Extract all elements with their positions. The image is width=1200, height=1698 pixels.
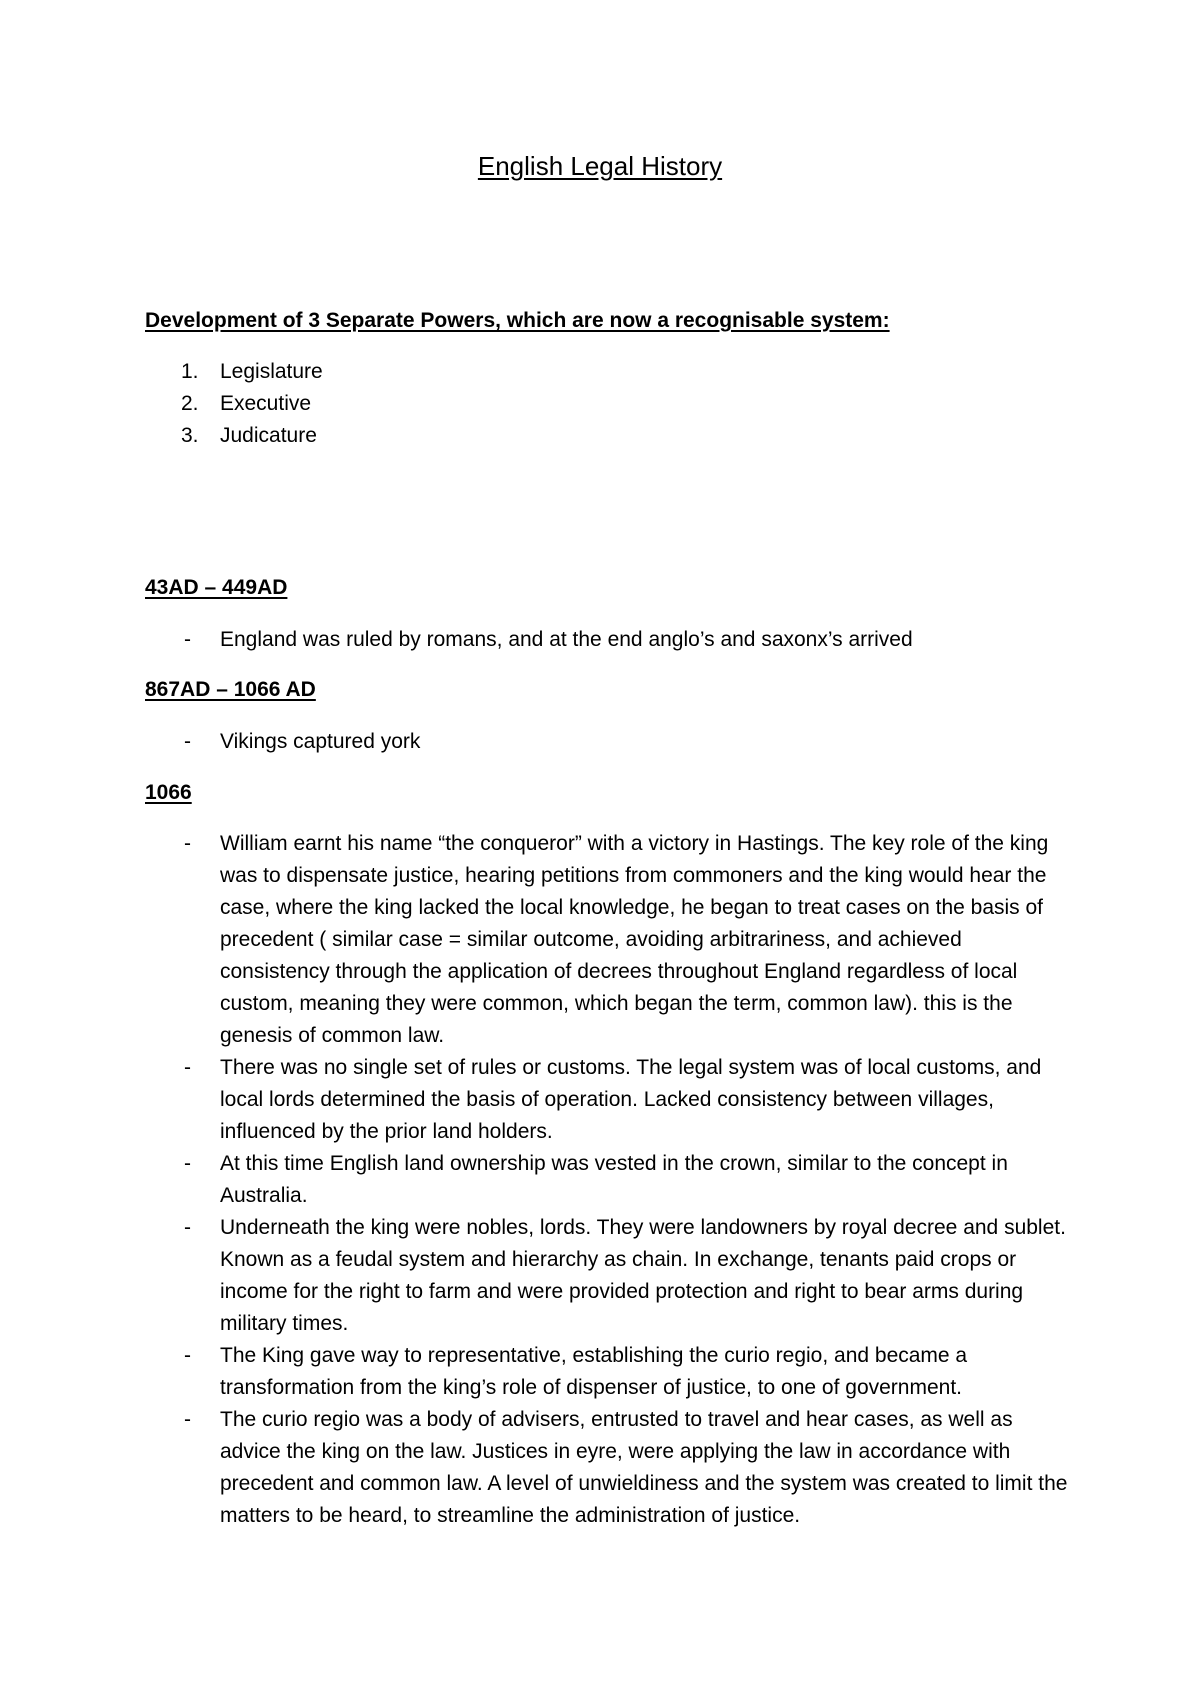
list-item [0, 828, 1075, 1052]
list-item-text: Judicature [220, 424, 317, 447]
list-item [0, 1340, 1075, 1404]
list-item-text: Underneath the king were nobles, lords. They were landowners by royal decree and sublet. Known as a feudal system and hierarchy as chain. In exchange, tenants paid crops or income for the right to farm and were provided protection and right to bear arms during military times. [220, 1216, 1066, 1335]
list-item-text: Vikings captured york [220, 730, 421, 753]
powers-list [0, 356, 323, 452]
era-list-43ad [0, 624, 1075, 656]
dash-bullet: - [184, 1152, 191, 1175]
list-item-text: The King gave way to representative, establishing the curio regio, and became a transformation from the king’s role of dispenser of justice, to one of government. [220, 1344, 968, 1399]
list-item-text: At this time English land ownership was vested in the crown, similar to the concept in Australia. [220, 1152, 1008, 1207]
list-item-text: Executive [220, 392, 312, 415]
dash-bullet: - [184, 1056, 191, 1079]
list-item [0, 1052, 1075, 1148]
list-item-text: The curio regio was a body of advisers, entrusted to travel and hear cases, as well as advice the king on the law. Justices in eyre, were applying the law in accordance with precedent and common law. A level of unwieldiness and the system was created to limit the matters to be heard, to streamline the administration of justice. [220, 1408, 1068, 1527]
list-item [0, 1148, 1075, 1212]
list-item-text: William earnt his name “the conqueror” with a victory in Hastings. The key role of the king was to dispensate justice, hearing petitions from commoners and the king would hear the case, where the king lacked the local knowledge, he began to treat cases on the basis of precedent ( similar case = similar outcome, avoiding arbitrariness, and achieved consistency through the application of decrees throughout England regardless of local custom, meaning they were common, which began the term, common law). this is the genesis of common law. [220, 832, 1049, 1047]
dash-bullet: - [184, 1408, 191, 1431]
dash-bullet: - [184, 628, 191, 651]
dash-bullet: - [184, 1344, 191, 1367]
list-item-text: Legislature [220, 360, 323, 383]
era-heading-43ad: 43AD – 449AD [145, 576, 288, 599]
powers-heading: Development of 3 Separate Powers, which are now a recognisable system: [145, 309, 890, 332]
list-item-text: There was no single set of rules or customs. The legal system was of local customs, and local lords determined the basis of operation. Lacked consistency between villages, influenced by the prior land holders. [220, 1056, 1042, 1143]
list-item [0, 624, 1075, 656]
list-number: 2. [181, 392, 199, 415]
era-list-1066 [0, 828, 1075, 1532]
document-title: English Legal History [477, 151, 723, 181]
list-number: 1. [181, 360, 199, 383]
dash-bullet: - [184, 730, 191, 753]
list-number: 3. [181, 424, 199, 447]
era-heading-1066: 1066 [145, 781, 192, 804]
list-item [0, 1404, 1075, 1532]
dash-bullet: - [184, 832, 191, 855]
dash-bullet: - [184, 1216, 191, 1239]
list-item [0, 420, 323, 452]
era-list-867ad [0, 726, 1075, 758]
list-item [0, 726, 1075, 758]
list-item [0, 1212, 1075, 1340]
list-item [0, 388, 323, 420]
list-item-text: England was ruled by romans, and at the end anglo’s and saxonx’s arrived [220, 628, 913, 651]
era-heading-867ad: 867AD – 1066 AD [145, 678, 316, 701]
list-item [0, 356, 323, 388]
